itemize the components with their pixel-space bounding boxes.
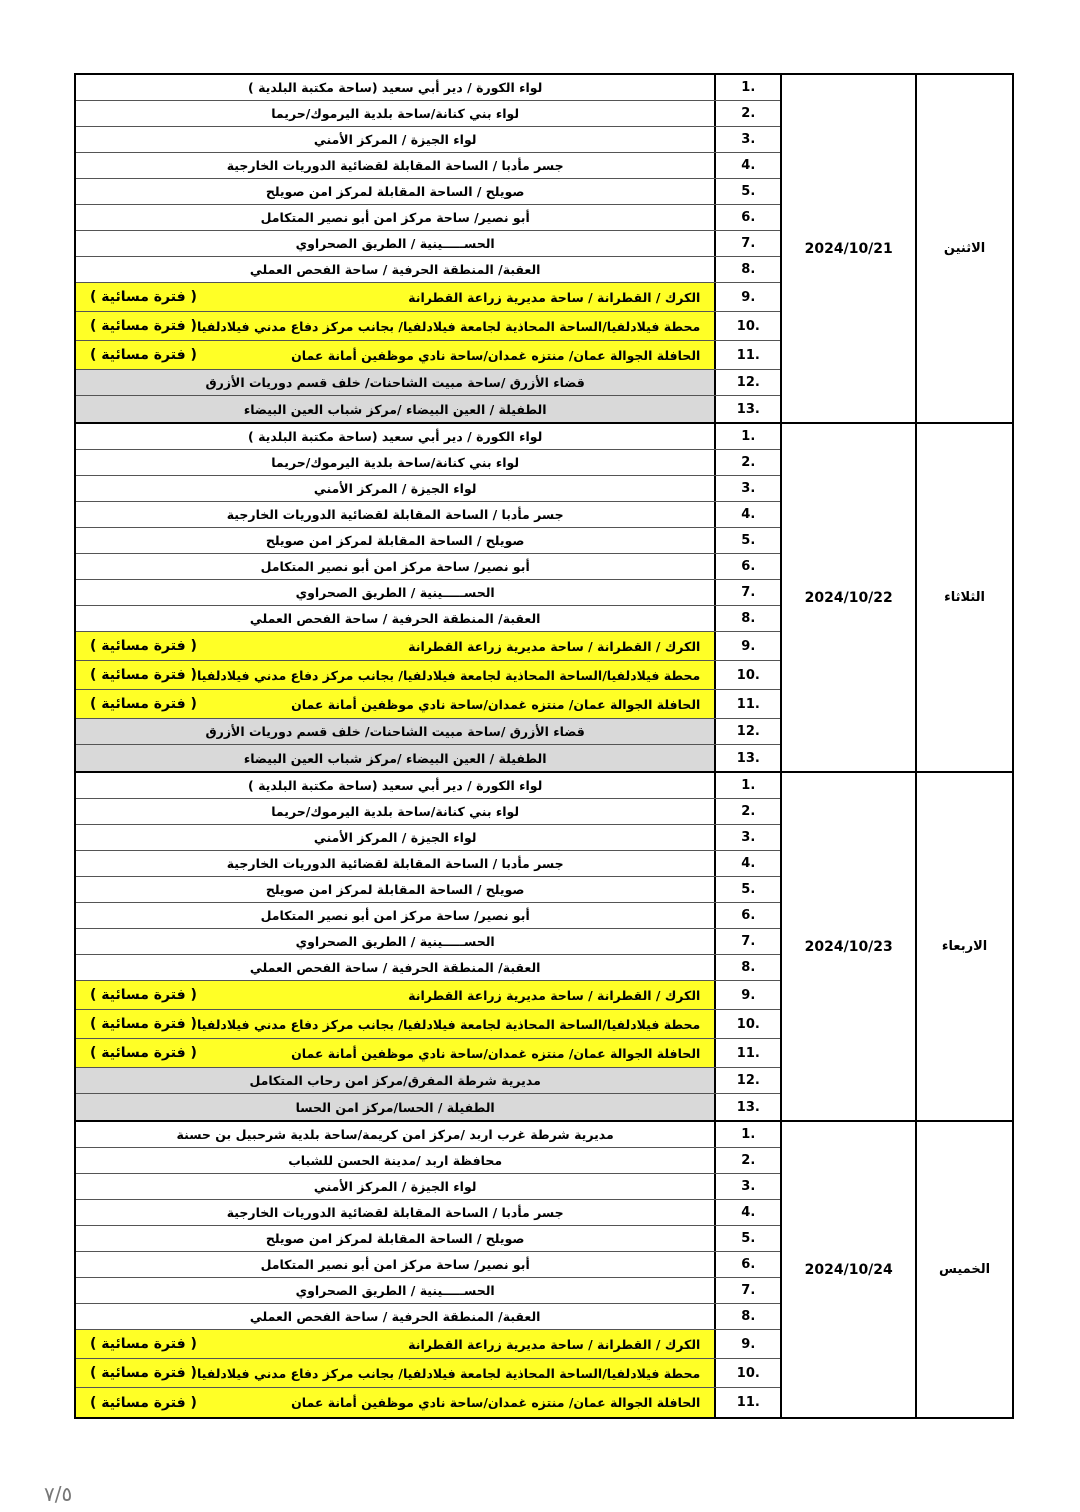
row-number: 7. [714,929,780,954]
row-number: 3. [714,476,780,501]
table-row [76,851,780,877]
location-text: الكرك / القطرانة / ساحة مديرية زراعة القطرانة [408,987,701,1003]
row-number: 13. [714,745,780,771]
row-number: 5. [714,877,780,902]
table-row [76,75,780,101]
location-cell: صويلح / الساحة المقابلة لمركز امن صويلح [265,882,525,897]
location-cell [76,1039,714,1067]
row-number: 8. [714,257,780,282]
location-cell: الطفيلة / العين البيضاء /مركز شباب العين البيضاء [76,396,714,422]
row-number: 10. [714,661,780,689]
row-number: 10. [714,1359,780,1387]
location-cell: العقبة/ المنطقة الحرفية / ساحة الفحص العملي [249,1309,541,1324]
location-cell: الطفيلة / العين البيضاء /مركز شباب العين البيضاء [76,745,714,771]
table-row [76,1278,780,1304]
location-cell [76,341,714,369]
table-row [76,1200,780,1226]
table-row-evening [76,1359,780,1388]
day-block [76,75,1012,424]
day-cell: الاثنين [915,75,1012,422]
row-number: 5. [714,1226,780,1251]
row-number: 2. [714,1148,780,1173]
row-number: 4. [714,153,780,178]
row-number: 4. [714,502,780,527]
date-cell: 2024/10/22 [780,424,915,771]
table-row-grey [76,745,780,771]
row-number: 3. [714,825,780,850]
location-cell [76,690,714,718]
table-row [76,502,780,528]
location-cell: أبو نصير/ ساحة مركز امن أبو نصير المتكامل [260,559,530,574]
evening-tag: ( فترة مسائية ) [90,638,197,654]
table-row [76,825,780,851]
location-cell: لواء الجيزة / المركز الأمني [313,830,477,845]
day-cell: الاربعاء [915,773,1012,1120]
table-row [76,1226,780,1252]
table-row-grey [76,1068,780,1094]
location-cell: لواء بني كنانة/ساحة بلدية اليرموك/حريما [271,455,520,470]
table-row [76,424,780,450]
evening-tag: ( فترة مسائية ) [90,1336,197,1352]
location-cell: العقبة/ المنطقة الحرفية / ساحة الفحص العملي [249,262,541,277]
table-row [76,1252,780,1278]
table-row [76,1174,780,1200]
table-row [76,179,780,205]
table-row [76,554,780,580]
location-text: الحافلة الجوالة عمان/ منتزه غمدان/ساحة نادي موظفين أمانة عمان [291,696,701,712]
evening-tag: ( فترة مسائية ) [90,696,197,712]
table-row-grey [76,719,780,745]
location-cell: الحســـــينية / الطريق الصحراوي [295,934,495,949]
location-cell [76,1388,714,1417]
row-number: 12. [714,370,780,395]
location-cell: لواء الجيزة / المركز الأمني [313,132,477,147]
row-number: 5. [714,179,780,204]
table-row [76,153,780,179]
row-number: 4. [714,851,780,876]
location-cell: أبو نصير/ ساحة مركز امن أبو نصير المتكامل [260,210,530,225]
location-cell: الحســـــينية / الطريق الصحراوي [295,236,495,251]
table-row [76,205,780,231]
table-row-grey [76,1094,780,1120]
location-cell: جسر مأدبا / الساحة المقابلة لقضائية الدوريات الخارجية [226,158,564,173]
location-cell: لواء الجيزة / المركز الأمني [313,1179,477,1194]
location-cell [76,283,714,311]
location-cell [76,1010,714,1038]
table-row [76,877,780,903]
row-number: 6. [714,554,780,579]
row-number: 10. [714,1010,780,1038]
evening-tag: ( فترة مسائية ) [90,347,197,363]
location-cell: أبو نصير/ ساحة مركز امن أبو نصير المتكامل [260,1257,530,1272]
table-row [76,101,780,127]
table-row [76,1148,780,1174]
row-number: 1. [714,424,780,449]
location-cell: الحســـــينية / الطريق الصحراوي [295,585,495,600]
location-cell: لواء الكورة / دير أبي سعيد (ساحة مكتبة البلدية ) [248,80,543,95]
row-number: 9. [714,283,780,311]
row-number: 2. [714,101,780,126]
table-row-evening [76,312,780,341]
location-text: محطة فيلادلفيا/الساحة المحاذية لجامعة فيلادلفيا/ بجانب مركز دفاع مدني فيلادلفيا [196,318,701,334]
table-row [76,231,780,257]
location-text: الحافلة الجوالة عمان/ منتزه غمدان/ساحة نادي موظفين أمانة عمان [291,1395,701,1410]
location-text: محطة فيلادلفيا/الساحة المحاذية لجامعة فيلادلفيا/ بجانب مركز دفاع مدني فيلادلفيا [196,1016,701,1032]
table-row [76,799,780,825]
location-rows [76,1122,780,1417]
row-number: 4. [714,1200,780,1225]
location-cell: مديرية شرطة المفرق/مركز امن رحاب المتكامل [76,1068,714,1093]
location-text: الحافلة الجوالة عمان/ منتزه غمدان/ساحة نادي موظفين أمانة عمان [291,347,701,363]
location-text: الكرك / القطرانة / ساحة مديرية زراعة القطرانة [408,289,701,305]
row-number: 9. [714,981,780,1009]
location-cell: جسر مأدبا / الساحة المقابلة لقضائية الدوريات الخارجية [226,507,564,522]
table-row [76,580,780,606]
row-number: 11. [714,690,780,718]
location-cell [76,981,714,1009]
location-cell [76,661,714,689]
table-row-evening [76,661,780,690]
table-row-evening [76,632,780,661]
row-number: 11. [714,1039,780,1067]
table-row [76,476,780,502]
table-row-evening [76,1330,780,1359]
day-cell: الثلاثاء [915,424,1012,771]
row-number: 7. [714,1278,780,1303]
row-number: 3. [714,127,780,152]
table-row [76,450,780,476]
row-number: 2. [714,450,780,475]
row-number: 12. [714,719,780,744]
row-number: 1. [714,773,780,798]
table-row [76,955,780,981]
location-cell [76,1330,714,1358]
day-block [76,424,1012,773]
day-block [76,773,1012,1122]
location-cell: صويلح / الساحة المقابلة لمركز امن صويلح [265,1231,525,1246]
table-row-evening [76,1010,780,1039]
location-cell: مديرية شرطة غرب اربد /مركز امن كريمة/ساحة بلدية شرحبيل بن حسنة [176,1127,614,1142]
row-number: 8. [714,1304,780,1329]
date-cell: 2024/10/23 [780,773,915,1120]
evening-tag: ( فترة مسائية ) [90,1045,197,1061]
row-number: 6. [714,903,780,928]
location-text: الحافلة الجوالة عمان/ منتزه غمدان/ساحة نادي موظفين أمانة عمان [291,1045,701,1061]
location-cell [76,1359,714,1387]
location-cell: أبو نصير/ ساحة مركز امن أبو نصير المتكامل [260,908,530,923]
location-cell: صويلح / الساحة المقابلة لمركز امن صويلح [265,184,525,199]
location-cell: العقبة/ المنطقة الحرفية / ساحة الفحص العملي [249,960,541,975]
row-number: 8. [714,606,780,631]
location-rows [76,773,780,1120]
location-cell: الحســـــينية / الطريق الصحراوي [295,1283,495,1298]
table-row [76,528,780,554]
table-row-grey [76,396,780,422]
row-number: 7. [714,580,780,605]
row-number: 6. [714,205,780,230]
table-row-evening [76,981,780,1010]
row-number: 3. [714,1174,780,1199]
evening-tag: ( فترة مسائية ) [90,1394,197,1411]
row-number: 9. [714,1330,780,1358]
table-row [76,773,780,799]
schedule-table [74,73,1014,1419]
location-cell [76,632,714,660]
location-cell: جسر مأدبا / الساحة المقابلة لقضائية الدوريات الخارجية [226,1205,564,1220]
row-number: 12. [714,1068,780,1093]
location-cell: لواء بني كنانة/ساحة بلدية اليرموك/حريما [271,106,520,121]
evening-tag: ( فترة مسائية ) [90,667,197,683]
row-number: 11. [714,341,780,369]
location-text: محطة فيلادلفيا/الساحة المحاذية لجامعة فيلادلفيا/ بجانب مركز دفاع مدني فيلادلفيا [196,667,701,683]
location-cell: محافظة اربد /مدينة الحسن للشباب [288,1153,503,1168]
row-number: 9. [714,632,780,660]
day-block [76,1122,1012,1417]
location-cell: لواء الكورة / دير أبي سعيد (ساحة مكتبة البلدية ) [248,778,543,793]
row-number: 1. [714,1122,780,1147]
date-cell: 2024/10/21 [780,75,915,422]
table-row [76,929,780,955]
row-number: 8. [714,955,780,980]
date-cell: 2024/10/24 [780,1122,915,1417]
location-cell: لواء الكورة / دير أبي سعيد (ساحة مكتبة البلدية ) [248,429,543,444]
location-cell: قضاء الأزرق /ساحة مبيت الشاحنات/ خلف قسم دوريات الأزرق [76,370,714,395]
table-row [76,127,780,153]
location-text: الكرك / القطرانة / ساحة مديرية زراعة القطرانة [408,638,701,654]
table-row-evening [76,1039,780,1068]
row-number: 11. [714,1388,780,1417]
evening-tag: ( فترة مسائية ) [90,289,197,305]
location-cell: لواء بني كنانة/ساحة بلدية اليرموك/حريما [271,804,520,819]
table-row [76,606,780,632]
location-cell: العقبة/ المنطقة الحرفية / ساحة الفحص العملي [249,611,541,626]
table-row [76,1122,780,1148]
table-row [76,1304,780,1330]
row-number: 2. [714,799,780,824]
row-number: 1. [714,75,780,100]
table-row-evening [76,690,780,719]
evening-tag: ( فترة مسائية ) [90,318,197,334]
evening-tag: ( فترة مسائية ) [90,1016,197,1032]
location-rows [76,75,780,422]
table-row-evening [76,1388,780,1417]
page-number: ٧/٥ [44,1482,73,1506]
location-text: الكرك / القطرانة / ساحة مديرية زراعة القطرانة [408,1336,701,1352]
row-number: 6. [714,1252,780,1277]
location-cell: الطفيلة / الحسا/مركز امن الحسا [76,1094,714,1120]
day-cell: الخميس [915,1122,1012,1417]
row-number: 13. [714,396,780,422]
table-row-evening [76,283,780,312]
row-number: 5. [714,528,780,553]
table-row-grey [76,370,780,396]
location-cell: جسر مأدبا / الساحة المقابلة لقضائية الدوريات الخارجية [226,856,564,871]
table-row [76,903,780,929]
table-row-evening [76,341,780,370]
location-cell: صويلح / الساحة المقابلة لمركز امن صويلح [265,533,525,548]
location-text: محطة فيلادلفيا/الساحة المحاذية لجامعة فيلادلفيا/ بجانب مركز دفاع مدني فيلادلفيا [196,1365,701,1381]
location-cell: قضاء الأزرق /ساحة مبيت الشاحنات/ خلف قسم دوريات الأزرق [76,719,714,744]
location-rows [76,424,780,771]
evening-tag: ( فترة مسائية ) [90,1365,197,1381]
table-row [76,257,780,283]
row-number: 7. [714,231,780,256]
evening-tag: ( فترة مسائية ) [90,987,197,1003]
location-cell: لواء الجيزة / المركز الأمني [313,481,477,496]
location-cell [76,312,714,340]
row-number: 10. [714,312,780,340]
row-number: 13. [714,1094,780,1120]
